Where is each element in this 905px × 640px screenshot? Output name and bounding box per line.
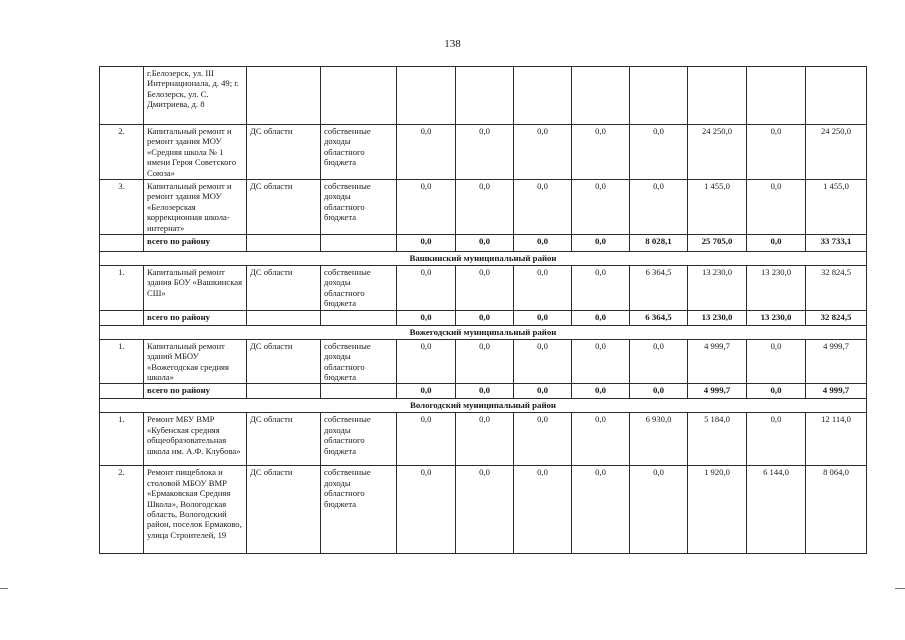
table-row <box>100 266 867 311</box>
amount-cell: 0,0 <box>514 125 572 180</box>
amount-cell: 0,0 <box>397 310 456 325</box>
amount-cell: 0,0 <box>572 125 630 180</box>
object-name-cell: Капитальный ремонт и ремонт здания МОУ «Средняя школа № 1 имени Героя Советского Союза» <box>144 125 247 180</box>
customer-cell <box>247 384 321 399</box>
total-label: всего по району <box>144 384 247 399</box>
total-amount-cell: 32 824,5 <box>806 266 867 311</box>
district-header-row <box>100 252 867 266</box>
amount-cell: 0,0 <box>397 339 456 384</box>
amount-cell <box>456 67 514 125</box>
district-title: Вашкинский муниципальный район <box>100 252 867 266</box>
amount-cell <box>572 67 630 125</box>
amount-cell: 6 930,0 <box>630 413 688 466</box>
district-header-row <box>100 399 867 413</box>
amount-cell: 5 184,0 <box>688 413 747 466</box>
amount-cell: 0,0 <box>630 180 688 235</box>
table-row <box>100 466 867 554</box>
amount-cell: 24 250,0 <box>688 125 747 180</box>
amount-cell: 0,0 <box>747 235 806 252</box>
table-row <box>100 180 867 235</box>
funding-source-cell: собственные доходы областного бюджета <box>321 339 397 384</box>
customer-cell <box>247 310 321 325</box>
amount-cell <box>514 67 572 125</box>
amount-cell: 6 364,5 <box>630 310 688 325</box>
funding-source-cell: собственные доходы областного бюджета <box>321 466 397 554</box>
object-name-cell: Капитальный ремонт и ремонт здания МОУ «Белозерская коррекционная школа-интернат» <box>144 180 247 235</box>
row-number-cell <box>100 384 144 399</box>
amount-cell: 0,0 <box>747 125 806 180</box>
row-number-cell <box>100 235 144 252</box>
customer-cell: ДС области <box>247 466 321 554</box>
amount-cell: 0,0 <box>514 339 572 384</box>
row-number-cell: 1. <box>100 339 144 384</box>
amount-cell: 0,0 <box>456 266 514 311</box>
amount-cell: 0,0 <box>456 466 514 554</box>
amount-cell <box>747 67 806 125</box>
amount-cell: 6 364,5 <box>630 266 688 311</box>
page-number: 138 <box>444 38 461 50</box>
amount-cell: 0,0 <box>572 180 630 235</box>
amount-cell: 0,0 <box>514 180 572 235</box>
amount-cell: 13 230,0 <box>747 266 806 311</box>
amount-cell: 0,0 <box>397 180 456 235</box>
district-title: Вожегодский муниципальный район <box>100 325 867 339</box>
amount-cell: 0,0 <box>572 235 630 252</box>
amount-cell: 0,0 <box>456 413 514 466</box>
district-total-row <box>100 310 867 325</box>
amount-cell: 4 999,7 <box>688 384 747 399</box>
funding-source-cell: собственные доходы областного бюджета <box>321 266 397 311</box>
amount-cell: 0,0 <box>456 180 514 235</box>
total-amount-cell: 4 999,7 <box>806 339 867 384</box>
total-amount-cell: 4 999,7 <box>806 384 867 399</box>
total-amount-cell: 12 114,0 <box>806 413 867 466</box>
amount-cell: 0,0 <box>747 180 806 235</box>
amount-cell <box>688 67 747 125</box>
funding-source-cell: собственные доходы областного бюджета <box>321 413 397 466</box>
total-amount-cell: 8 064,0 <box>806 466 867 554</box>
amount-cell: 0,0 <box>514 235 572 252</box>
amount-cell: 0,0 <box>514 266 572 311</box>
customer-cell: ДС области <box>247 339 321 384</box>
table-row <box>100 413 867 466</box>
district-total-row <box>100 384 867 399</box>
customer-cell: ДС области <box>247 125 321 180</box>
row-number-cell <box>100 67 144 125</box>
amount-cell: 0,0 <box>456 310 514 325</box>
amount-cell: 0,0 <box>572 466 630 554</box>
total-amount-cell: 33 733,1 <box>806 235 867 252</box>
table-row <box>100 67 867 125</box>
budget-table <box>99 66 867 554</box>
amount-cell: 0,0 <box>572 413 630 466</box>
amount-cell: 1 455,0 <box>688 180 747 235</box>
customer-cell: ДС области <box>247 266 321 311</box>
scan-mark <box>895 588 905 589</box>
customer-cell <box>247 67 321 125</box>
funding-source-cell: собственные доходы областного бюджета <box>321 180 397 235</box>
row-number-cell: 1. <box>100 266 144 311</box>
amount-cell: 0,0 <box>572 266 630 311</box>
table-row <box>100 339 867 384</box>
object-name-cell: г.Белозерск, ул. III Интернационала, д. 49; г. Белозерск, ул. С. Дмитриева, д. 8 <box>144 67 247 125</box>
amount-cell <box>630 67 688 125</box>
amount-cell: 1 920,0 <box>688 466 747 554</box>
amount-cell: 0,0 <box>397 125 456 180</box>
source-cell <box>321 310 397 325</box>
total-amount-cell: 24 250,0 <box>806 125 867 180</box>
row-number-cell: 2. <box>100 125 144 180</box>
total-amount-cell <box>806 67 867 125</box>
amount-cell: 6 144,0 <box>747 466 806 554</box>
amount-cell: 0,0 <box>747 339 806 384</box>
amount-cell: 0,0 <box>572 310 630 325</box>
row-number-cell: 2. <box>100 466 144 554</box>
district-total-row <box>100 235 867 252</box>
amount-cell: 0,0 <box>747 413 806 466</box>
amount-cell: 0,0 <box>456 384 514 399</box>
amount-cell <box>397 67 456 125</box>
amount-cell: 0,0 <box>514 310 572 325</box>
amount-cell: 4 999,7 <box>688 339 747 384</box>
amount-cell: 0,0 <box>397 235 456 252</box>
amount-cell: 0,0 <box>630 384 688 399</box>
amount-cell: 25 705,0 <box>688 235 747 252</box>
total-label: всего по району <box>144 235 247 252</box>
row-number-cell: 3. <box>100 180 144 235</box>
total-label: всего по району <box>144 310 247 325</box>
row-number-cell: 1. <box>100 413 144 466</box>
amount-cell: 0,0 <box>456 339 514 384</box>
amount-cell: 0,0 <box>630 125 688 180</box>
total-amount-cell: 32 824,5 <box>806 310 867 325</box>
amount-cell: 13 230,0 <box>688 310 747 325</box>
object-name-cell: Ремонт МБУ ВМР «Кубенская средняя общеобразовательная школа им. А.Ф. Клубова» <box>144 413 247 466</box>
amount-cell: 0,0 <box>630 339 688 384</box>
amount-cell: 0,0 <box>397 413 456 466</box>
object-name-cell: Ремонт пищеблока и столовой МБОУ ВМР «Ермаковская Средняя Школа», Вологодская область, Вологодский район, поселок Ермаково, улица Строителей, 19 <box>144 466 247 554</box>
object-name-cell: Капитальный ремонт здания БОУ «Вашкинская СШ» <box>144 266 247 311</box>
amount-cell: 13 230,0 <box>688 266 747 311</box>
amount-cell: 0,0 <box>456 235 514 252</box>
table-row <box>100 125 867 180</box>
amount-cell: 8 028,1 <box>630 235 688 252</box>
object-name-cell: Капитальный ремонт зданий МБОУ «Вожегодская средняя школа» <box>144 339 247 384</box>
amount-cell: 0,0 <box>397 384 456 399</box>
customer-cell: ДС области <box>247 413 321 466</box>
amount-cell: 0,0 <box>514 413 572 466</box>
amount-cell: 0,0 <box>514 466 572 554</box>
amount-cell: 0,0 <box>747 384 806 399</box>
amount-cell: 0,0 <box>397 266 456 311</box>
customer-cell: ДС области <box>247 180 321 235</box>
amount-cell: 0,0 <box>572 384 630 399</box>
amount-cell: 13 230,0 <box>747 310 806 325</box>
amount-cell: 0,0 <box>572 339 630 384</box>
row-number-cell <box>100 310 144 325</box>
district-title: Вологодский муниципальный район <box>100 399 867 413</box>
source-cell <box>321 384 397 399</box>
source-cell <box>321 235 397 252</box>
funding-source-cell: собственные доходы областного бюджета <box>321 125 397 180</box>
district-header-row <box>100 325 867 339</box>
customer-cell <box>247 235 321 252</box>
amount-cell: 0,0 <box>514 384 572 399</box>
funding-source-cell <box>321 67 397 125</box>
amount-cell: 0,0 <box>630 466 688 554</box>
table-body <box>100 67 867 554</box>
amount-cell: 0,0 <box>456 125 514 180</box>
total-amount-cell: 1 455,0 <box>806 180 867 235</box>
scan-mark <box>0 588 8 589</box>
amount-cell: 0,0 <box>397 466 456 554</box>
